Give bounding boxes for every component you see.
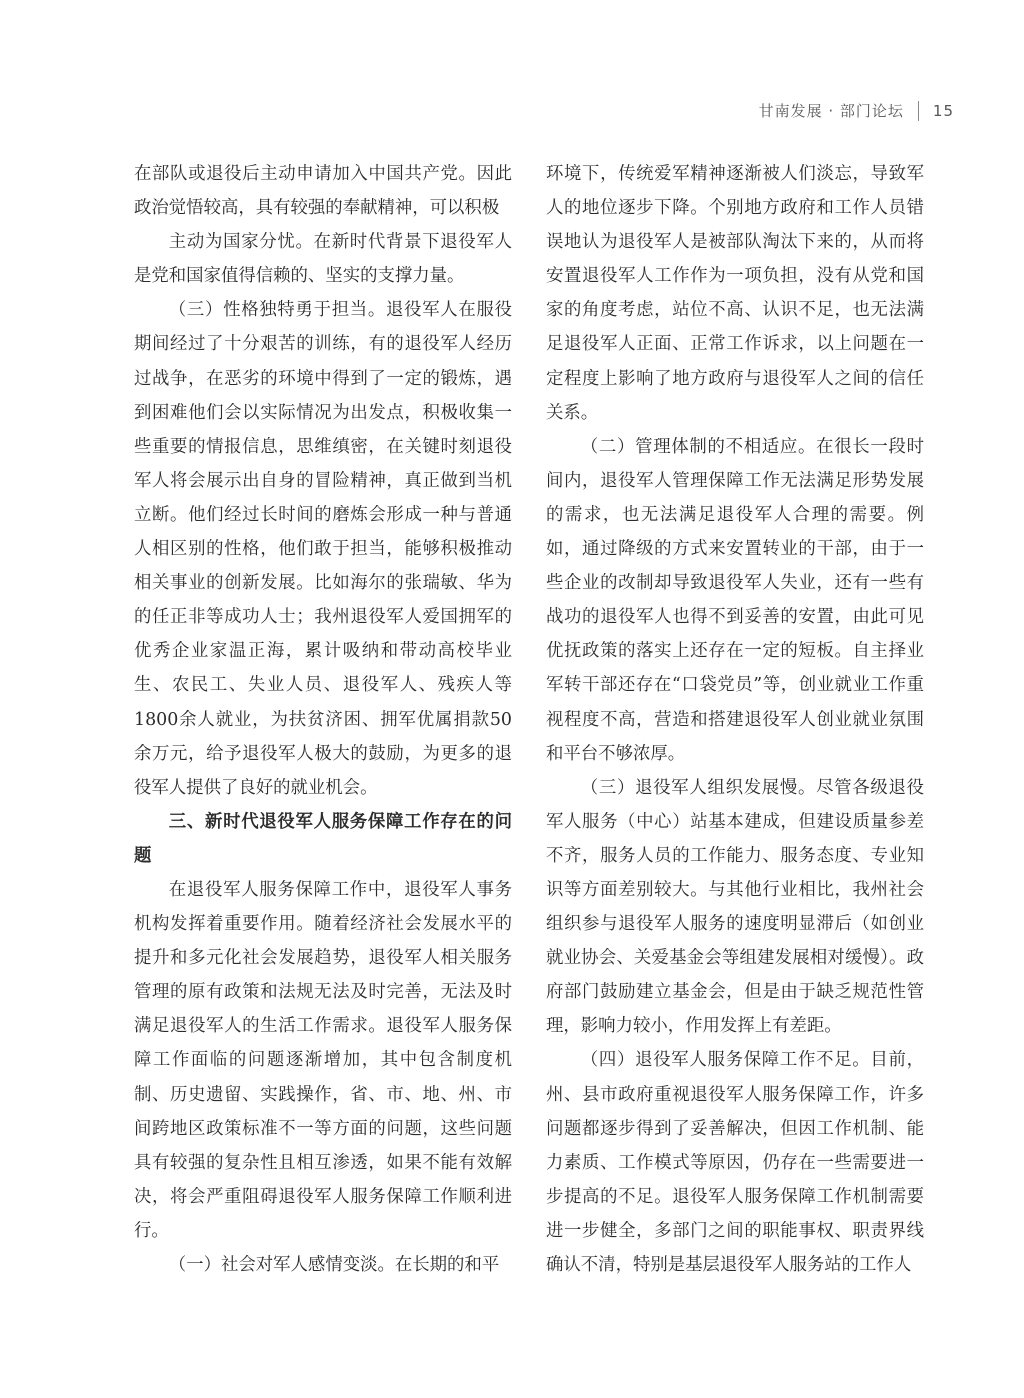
paragraph: （二）管理体制的不相适应。在很长一段时间内，退役军人管理保障工作无法满足形势发展的需求，也无法满足退役军人合理的需要。例如，通过降级的方式来安置转业的干部，由于一些企业的改制却导致退役军人失业，还有一些有战功的退役军人也得不到妥善的安置，由此可见优抚政策的落实上还存在一定的短板。自主择业军转干部还存在“口袋党员”等，创业就业工作重视程度不高，营造和搭建退役军人创业就业氛围和平台不够浓厚。 [546, 436, 924, 764]
paragraph: （一）社会对军人感情变淡。在长期的和平 [168, 1255, 500, 1275]
paragraph: 在退役军人服务保障工作中，退役军人事务机构发挥着重要作用。随着经济社会发展水平的提升和多元化社会发展趋势，退役军人相关服务管理的原有政策和法规无法及时完善，无法及时满足退役军人的生活工作需求。退役军人服务保障工作面临的问题逐渐增加，其中包含制度机制、历史遗留、实践操作，省、市、地、州、市间跨地区政策标准不一等方面的问题，这些问题具有较强的复杂性且相互渗透，如果不能有效解决，将会严重阻碍退役军人服务保障工作顺利进行。 [134, 879, 512, 1241]
paragraph: （三）性格独特勇于担当。退役军人在服役期间经过了十分艰苦的训练，有的退役军人经历过战争，在恶劣的环境中得到了一定的锻炼，遇到困难他们会以实际情况为出发点，积极收集一些重要的情报信息，思维缜密，在关键时刻退役军人将会展示出自身的冒险精神，真正做到当机立断。他们经过长时间的磨炼会形成一种与普通人相区别的性格，他们敢于担当，能够积极推动相关事业的创新发展。比如海尔的张瑞敏、华为的任正非等成功人士；我州退役军人爱国拥军的优秀企业家温正海，累计吸纳和带动高校毕业生、农民工、失业人员、退役军人、残疾人等1800余人就业，为扶贫济困、拥军优属捐款50余万元，给予退役军人极大的鼓励，为更多的退役军人提供了良好的就业机会。 [134, 300, 512, 798]
paragraph: 在部队或退役后主动申请加入中国共产党。因此政治觉悟较高，具有较强的奉献精神，可以积极 [134, 164, 512, 219]
left-text-column [134, 157, 512, 1282]
section-heading: 三、新时代退役军人服务保障工作存在的问题 [134, 811, 512, 866]
header-divider [918, 101, 919, 121]
paragraph: （四）退役军人服务保障工作不足。目前，州、县市政府重视退役军人服务保障工作，许多问题都逐步得到了妥善解决，但因工作机制、能力素质、工作模式等原因，仍存在一些需要进一步提高的不足。退役军人服务保障工作机制需要进一步健全，多部门之间的职能事权、职责界线确认不清，特别是基层退役军人服务站的工作人 [546, 1050, 924, 1275]
right-text-column [546, 157, 924, 1282]
running-header [759, 100, 954, 121]
journal-section-title: 甘南发展 · 部门论坛 [758, 102, 904, 120]
page-number: 15 [932, 101, 954, 120]
paragraph: 环境下，传统爱军精神逐渐被人们淡忘，导致军人的地位逐步下降。个别地方政府和工作人员错误地认为退役军人是被部队淘汰下来的，从而将安置退役军人工作作为一项负担，没有从党和国家的角度考虑，站位不高、认识不足，也无法满足退役军人正面、正常工作诉求，以上问题在一定程度上影响了地方政府与退役军人之间的信任关系。 [546, 164, 924, 423]
paragraph: 主动为国家分忧。在新时代背景下退役军人是党和国家值得信赖的、坚实的支撑力量。 [134, 232, 512, 287]
paragraph: （三）退役军人组织发展慢。尽管各级退役军人服务（中心）站基本建成，但建设质量参差不齐，服务人员的工作能力、服务态度、专业知识等方面差别较大。与其他行业相比，我州社会组织参与退役军人服务的速度明显滞后（如创业就业协会、关爱基金会等组建发展相对缓慢）。政府部门鼓励建立基金会，但是由于缺乏规范性管理，影响力较小，作用发挥上有差距。 [546, 777, 924, 1037]
